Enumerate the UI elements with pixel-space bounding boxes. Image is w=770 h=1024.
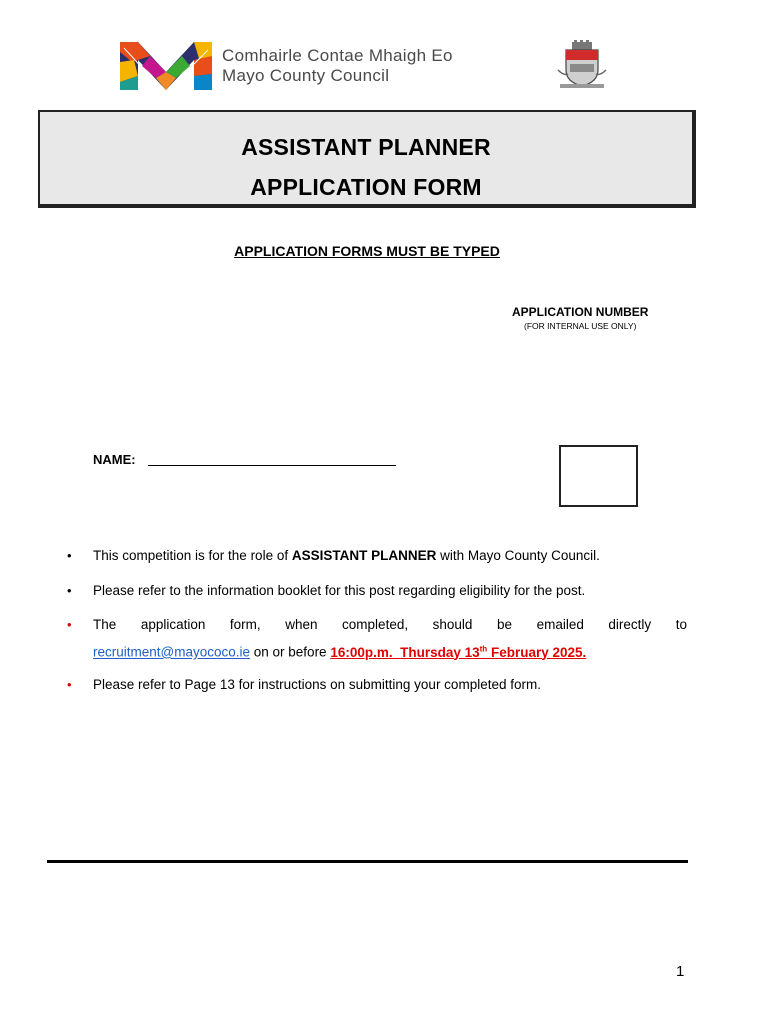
footer-divider: [47, 860, 688, 863]
typed-notice: APPLICATION FORMS MUST BE TYPED: [234, 243, 500, 259]
application-number-note: (FOR INTERNAL USE ONLY): [524, 321, 637, 331]
email-link[interactable]: recruitment@mayococo.ie: [93, 644, 251, 660]
name-label: NAME:: [93, 452, 136, 467]
form-title-line-1: ASSISTANT PLANNER: [241, 134, 491, 160]
bullet-dot: •: [67, 677, 72, 692]
mayo-m-logo-icon: [120, 42, 212, 90]
bullet-text-line-1: The application form, when completed, should be emailed directly to: [93, 617, 687, 632]
bullet-dot: •: [67, 583, 72, 598]
role-name: ASSISTANT PLANNER: [291, 548, 437, 563]
form-title-line-2: APPLICATION FORM: [250, 174, 482, 200]
bullet-dot: •: [67, 548, 72, 563]
deadline-text: 16:00p.m. Thursday 13th February 2025.: [330, 644, 587, 660]
name-field[interactable]: [148, 465, 396, 466]
council-name-irish: Comhairle Contae Mhaigh Eo: [222, 46, 453, 65]
title-box: [38, 110, 696, 208]
application-number-box[interactable]: [559, 445, 638, 507]
bullet-text: Please refer to the information booklet for this post regarding eligibility for the post.: [93, 583, 586, 598]
bullet-text: This competition is for the role of ASSISTANT PLANNER with Mayo County Council.: [93, 548, 600, 563]
bullet-text: Please refer to Page 13 for instructions on submitting your completed form.: [93, 677, 541, 692]
bullet-text-line-2: recruitment@mayococo.ie on or before 16:00p.m. Thursday 13th February 2025.: [93, 644, 587, 660]
application-number-label: APPLICATION NUMBER: [512, 305, 649, 319]
bullet-dot: •: [67, 617, 72, 632]
council-name-english: Mayo County Council: [222, 66, 390, 85]
mayo-crest-icon: [556, 40, 608, 90]
page-number: 1: [676, 963, 685, 980]
